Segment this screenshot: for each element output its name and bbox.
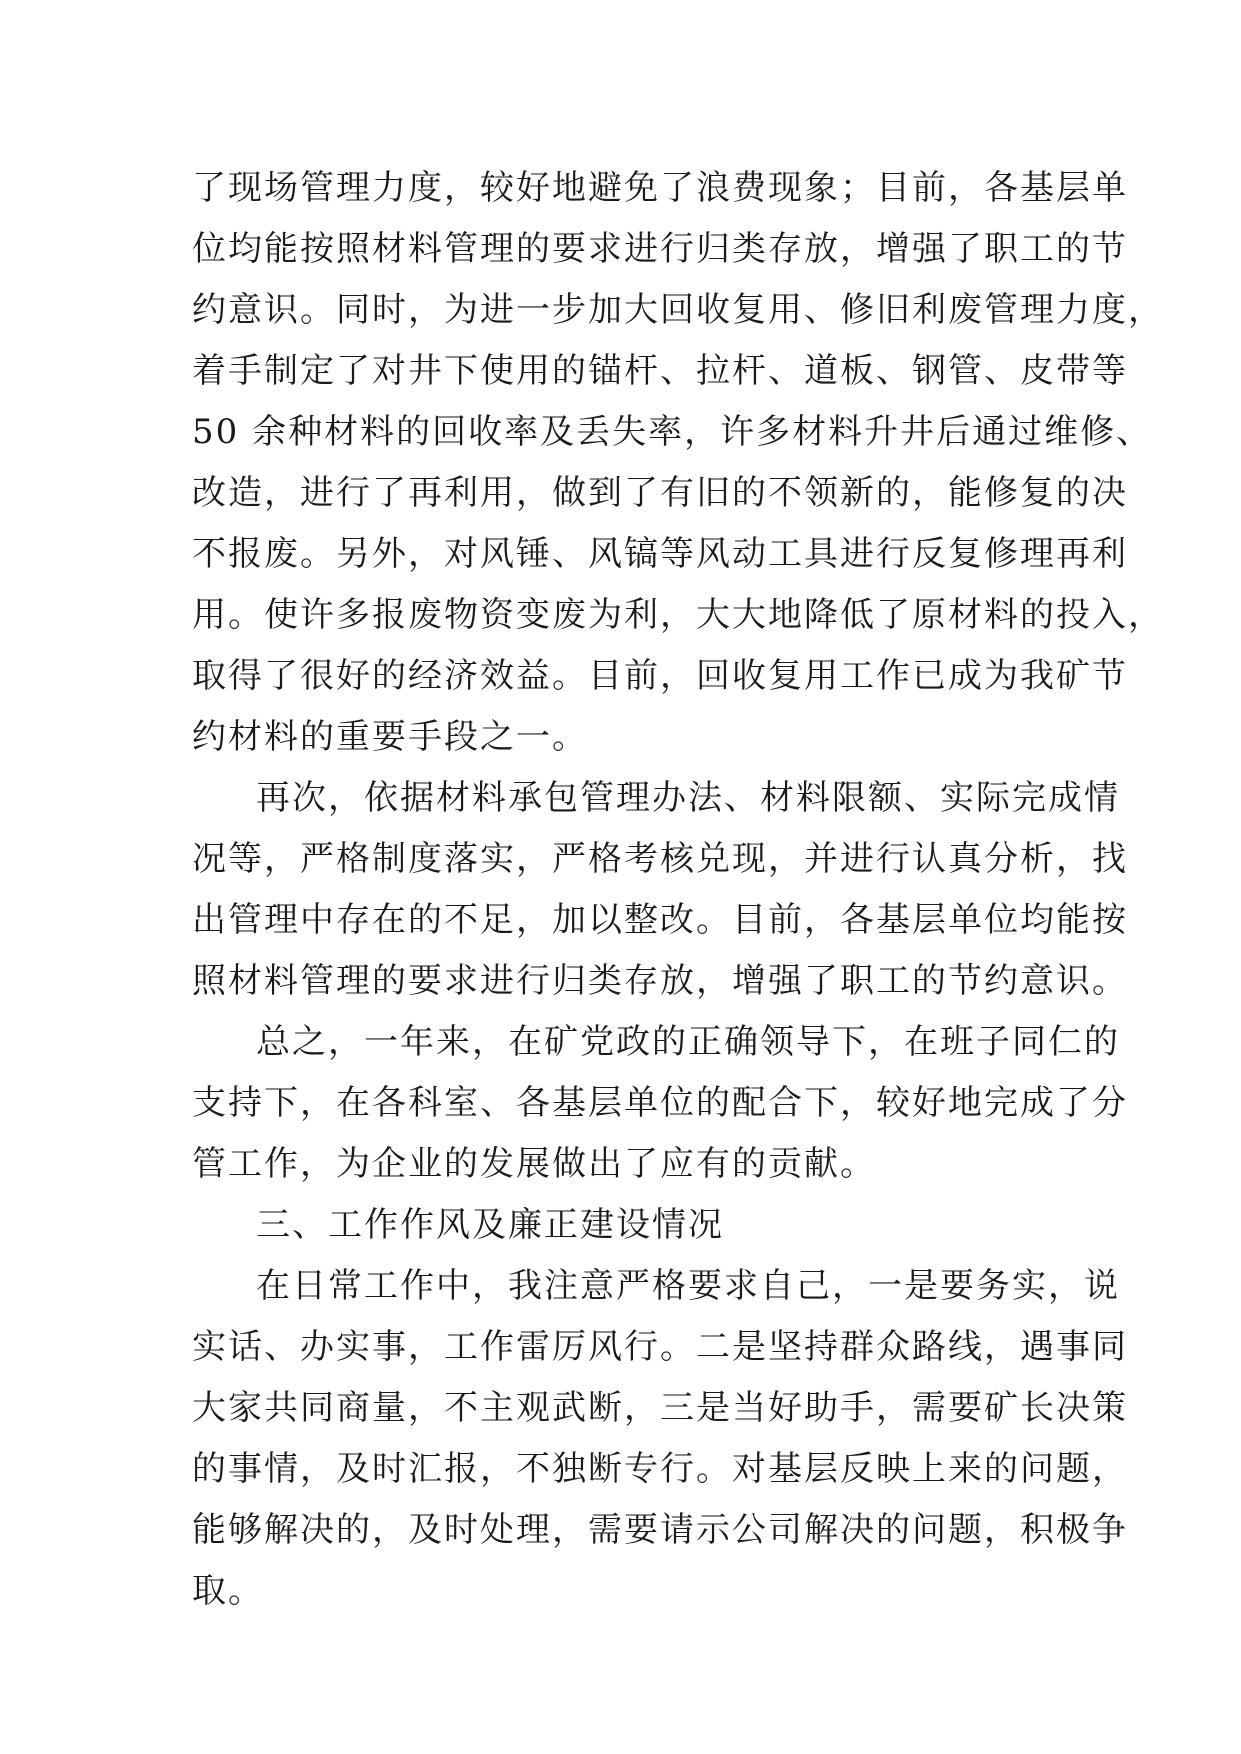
- text-line: 实话、办实事，工作雷厉风行。二是坚持群众路线，遇事同: [192, 1327, 1128, 1367]
- text-line: 约材料的重要手段之一。: [192, 717, 588, 757]
- text-line: 取。: [192, 1571, 264, 1611]
- text-line: 用。使许多报废物资变废为利，大大地降低了原材料的投入，: [192, 595, 1164, 635]
- text-line: 不报废。另外，对风锤、风镐等风动工具进行反复修理再利: [192, 534, 1128, 574]
- text-line: 能够解决的，及时处理，需要请示公司解决的问题，积极争: [192, 1510, 1128, 1550]
- text-line: 三、工作作风及廉正建设情况: [256, 1205, 724, 1245]
- text-line: 在日常工作中，我注意严格要求自己，一是要务实，说: [256, 1266, 1120, 1306]
- text-line: 约意识。同时，为进一步加大回收复用、修旧利废管理力度，: [192, 290, 1164, 330]
- text-line: 了现场管理力度，较好地避免了浪费现象；目前，各基层单: [192, 168, 1128, 208]
- text-line: 再次，依据材料承包管理办法、材料限额、实际完成情: [256, 778, 1120, 818]
- text-line: 改造，进行了再利用，做到了有旧的不领新的，能修复的决: [192, 473, 1128, 513]
- text-line: 况等，严格制度落实，严格考核兑现，并进行认真分析，找: [192, 839, 1128, 879]
- body-text: [192, 158, 1164, 1622]
- text-line: 大家共同商量，不主观武断，三是当好助手，需要矿长决策: [192, 1388, 1128, 1428]
- text-line: 总之，一年来，在矿党政的正确领导下，在班子同仁的: [256, 1022, 1120, 1062]
- text-line: 取得了很好的经济效益。目前，回收复用工作已成为我矿节: [192, 656, 1128, 696]
- text-line: 着手制定了对井下使用的锚杆、拉杆、道板、钢管、皮带等: [192, 351, 1128, 391]
- text-line: 位均能按照材料管理的要求进行归类存放，增强了职工的节: [192, 229, 1128, 269]
- text-line: 支持下，在各科室、各基层单位的配合下，较好地完成了分: [192, 1083, 1128, 1123]
- text-line: 50 余种材料的回收率及丢失率，许多材料升井后通过维修、: [192, 412, 1153, 452]
- text-line: 照材料管理的要求进行归类存放，增强了职工的节约意识。: [192, 961, 1128, 1001]
- text-line: 的事情，及时汇报，不独断专行。对基层反映上来的问题，: [192, 1449, 1128, 1489]
- text-line: 管工作，为企业的发展做出了应有的贡献。: [192, 1144, 876, 1184]
- text-line: 出管理中存在的不足，加以整改。目前，各基层单位均能按: [192, 900, 1128, 940]
